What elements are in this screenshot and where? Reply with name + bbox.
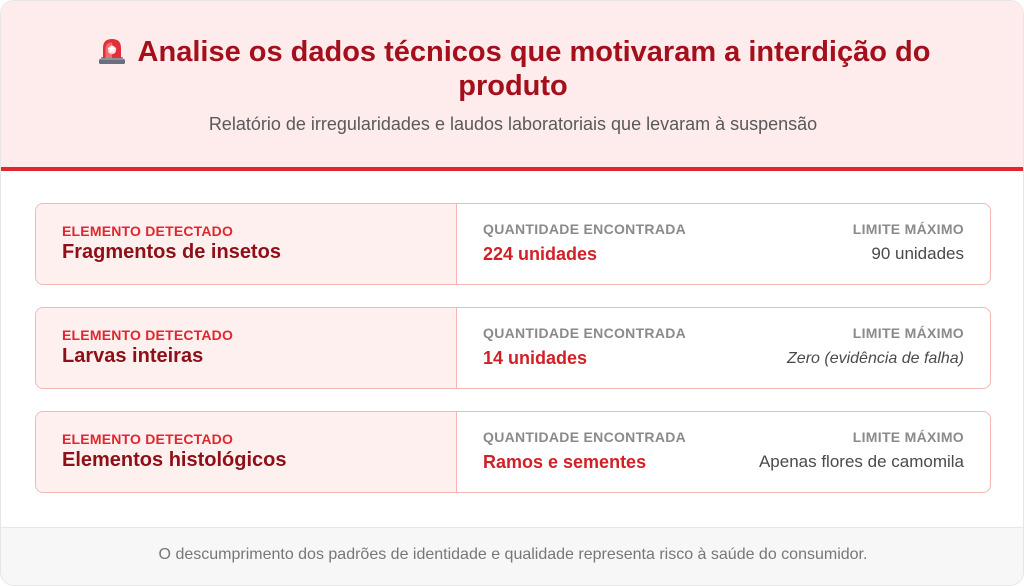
page-subtitle: Relatório de irregularidades e laudos laboratoriais que levaram à suspensão (208, 114, 818, 134)
quantity-label: QUANTIDADE ENCONTRADA (483, 325, 687, 341)
page-title (41, 35, 985, 103)
finding-row-insect-fragments (35, 203, 991, 285)
quantity-label: QUANTIDADE ENCONTRADA (483, 429, 687, 445)
element-cell (36, 412, 457, 492)
footer-note: O descumprimento dos padrões de identidade e qualidade representa risco à saúde do consumidor. (158, 546, 868, 563)
title-text: Analise os dados técnicos que motivaram a interdição do produto (137, 36, 931, 102)
element-name: Fragmentos de insetos (62, 241, 281, 263)
quantity-value: 224 unidades (483, 244, 598, 264)
limit-label: LIMITE MÁXIMO (852, 325, 964, 341)
limit-label: LIMITE MÁXIMO (852, 221, 964, 237)
element-name: Elementos histológicos (62, 449, 287, 471)
element-label: ELEMENTO DETECTADO (62, 431, 234, 447)
element-label: ELEMENTO DETECTADO (62, 327, 234, 343)
element-name: Larvas inteiras (62, 345, 204, 367)
finding-row-whole-larvae (35, 307, 991, 389)
limit-label: LIMITE MÁXIMO (852, 429, 964, 445)
header-divider (1, 167, 1024, 171)
finding-row-histological-elements (35, 411, 991, 493)
element-cell (36, 308, 457, 388)
report-header (1, 1, 1024, 167)
limit-value: Apenas flores de camomila (758, 452, 964, 471)
element-cell (36, 204, 457, 284)
quantity-value: 14 unidades (483, 348, 588, 368)
element-label: ELEMENTO DETECTADO (62, 223, 234, 239)
quantity-label: QUANTIDADE ENCONTRADA (483, 221, 687, 237)
limit-value: 90 unidades (871, 244, 964, 263)
limit-value: Zero (evidência de falha) (787, 350, 964, 367)
siren-icon (96, 35, 128, 65)
report-footer (1, 527, 1024, 586)
quantity-value: Ramos e sementes (483, 452, 647, 472)
